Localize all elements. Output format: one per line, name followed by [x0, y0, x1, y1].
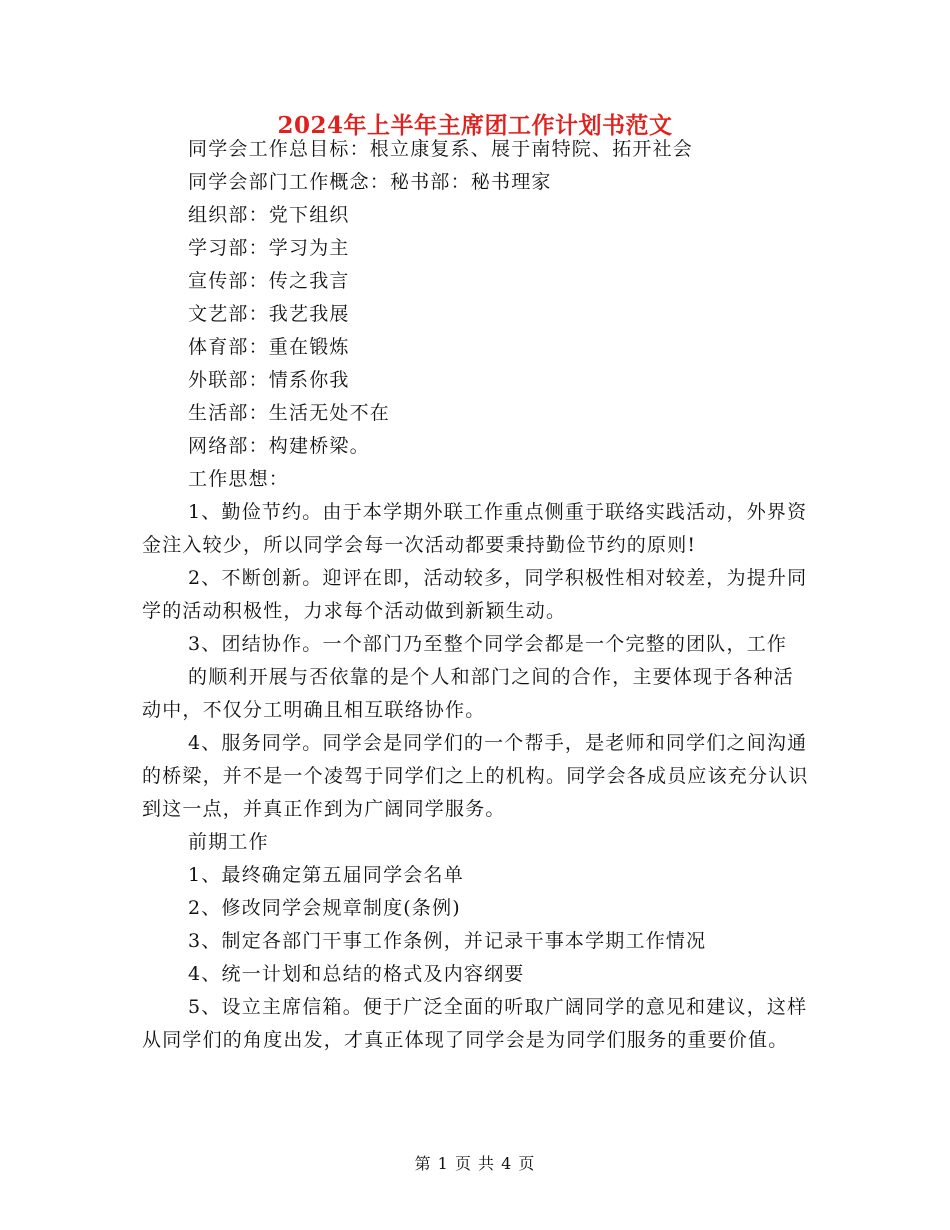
paragraph-life-dept: 生活部：生活无处不在 — [188, 402, 391, 424]
paragraph-liaison-dept: 外联部：情系你我 — [188, 369, 350, 391]
paragraph-thought-2: 2、不断创新。迎评在即，活动较多，同学积极性相对较差，为提升同学的活动积极性，力求每个活动做到新颖生动。 — [142, 567, 808, 622]
paragraph-early-work-5: 5、设立主席信箱。便于广泛全面的听取广阔同学的意见和建议，这样从同学们的角度出发，才真正体现了同学会是为同学们服务的重要价值。 — [142, 996, 808, 1051]
paragraph-thought-4: 4、服务同学。同学会是同学们的一个帮手，是老师和同学们之间沟通的桥梁，并不是一个凌驾于同学们之上的机构。同学会各成员应该充分认识到这一点，并真正作到为广阔同学服务。 — [142, 732, 809, 820]
paragraph-early-work-1: 1、最终确定第五届同学会名单 — [188, 864, 464, 886]
paragraph-early-work-3: 3、制定各部门干事工作条例，并记录干事本学期工作情况 — [188, 930, 707, 952]
paragraph-study-dept: 学习部：学习为主 — [188, 237, 350, 259]
paragraph-publicity-dept: 宣传部：传之我言 — [188, 270, 350, 292]
document-body — [142, 133, 810, 1057]
paragraph-goal: 同学会工作总目标：根立康复系、展于南特院、拓开社会 — [188, 138, 694, 160]
paragraph-network-dept: 网络部：构建桥梁。 — [188, 435, 370, 457]
paragraph-sports-dept: 体育部：重在锻炼 — [188, 336, 350, 358]
paragraph-early-work-4: 4、统一计划和总结的格式及内容纲要 — [188, 963, 525, 985]
paragraph-thought-1: 1、勤俭节约。由于本学期外联工作重点侧重于联络实践活动，外界资金注入较少，所以同学会每一次活动都要秉持勤俭节约的原则! — [142, 501, 808, 556]
paragraph-thought-3-continued: 的顺利开展与否依靠的是个人和部门之间的合作，主要体现于各种活动中，不仅分工明确且相互联络协作。 — [142, 666, 795, 721]
paragraph-early-work-2: 2、修改同学会规章制度(条例) — [188, 897, 461, 919]
document-title: 2024年上半年主席团工作计划书范文 — [277, 112, 673, 139]
paragraph-dept-concept: 同学会部门工作概念：秘书部：秘书理家 — [188, 171, 552, 193]
page-number-footer: 第 1 页 共 4 页 — [414, 1154, 536, 1173]
paragraph-early-work-heading: 前期工作 — [188, 831, 269, 853]
paragraph-thought-3: 3、团结协作。一个部门乃至整个同学会都是一个完整的团队，工作 — [188, 633, 788, 655]
paragraph-arts-dept: 文艺部：我艺我展 — [188, 303, 350, 325]
paragraph-organization-dept: 组织部：党下组织 — [188, 204, 350, 226]
paragraph-work-thoughts-heading: 工作思想： — [188, 468, 290, 490]
